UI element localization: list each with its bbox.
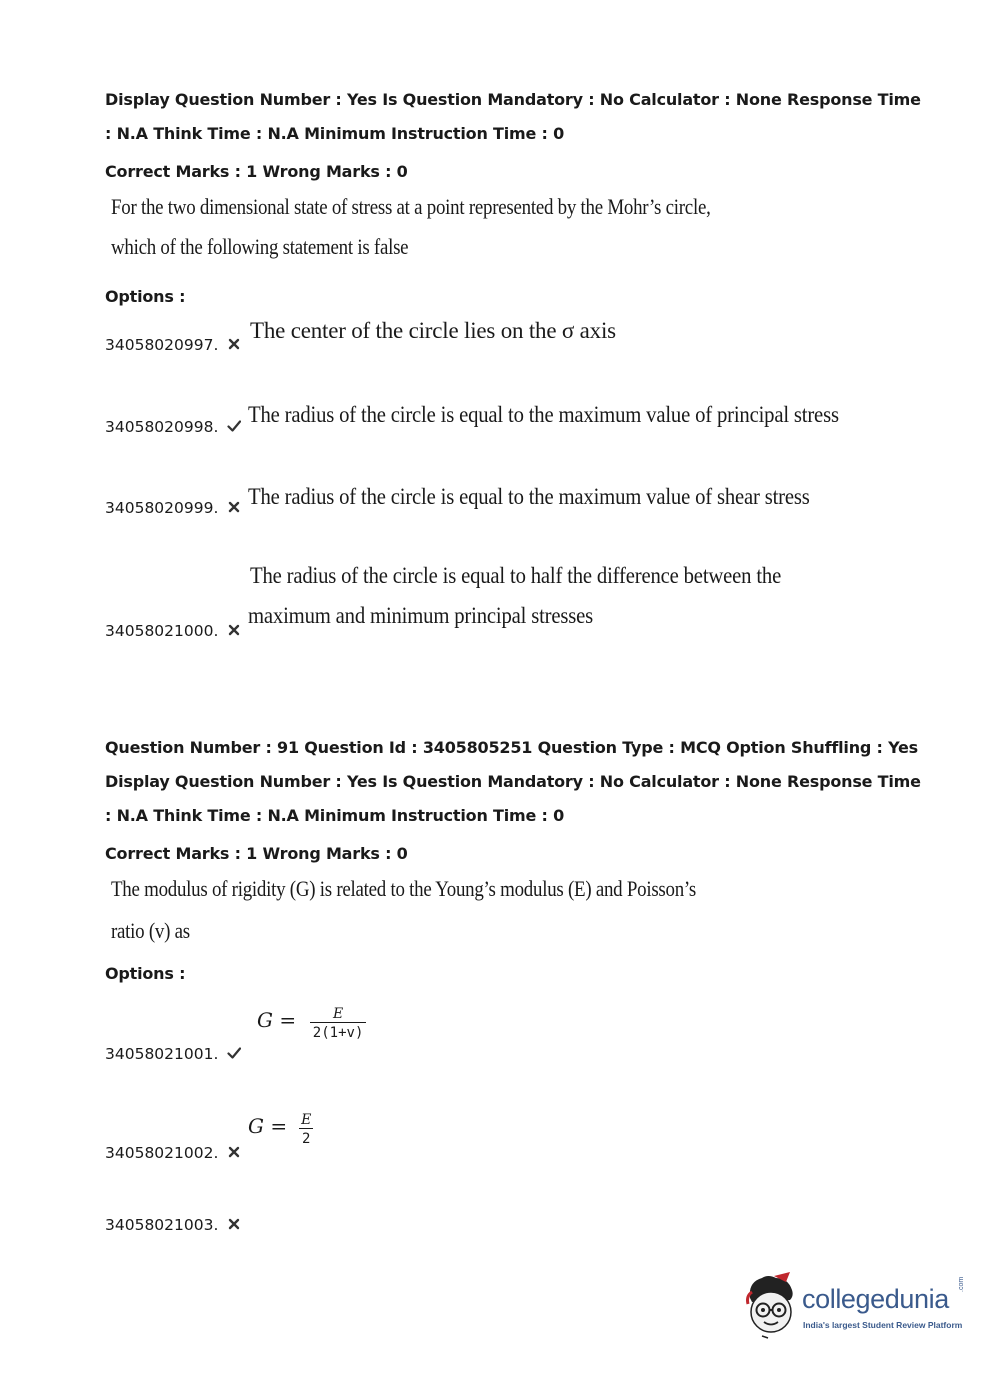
q1-question-line-2: which of the following statement is false — [111, 234, 409, 259]
cross-icon — [227, 337, 241, 351]
q1-option-2-text: The radius of the circle is equal to the maximum value of principal stress — [248, 402, 839, 427]
q2-meta-line-3: : N.A Think Time : N.A Minimum Instruction Time : 0 — [105, 806, 565, 825]
q2-option-1[interactable] — [105, 1045, 241, 1063]
q1-option-4[interactable] — [105, 622, 241, 640]
option-id: 34058021000. — [105, 622, 219, 640]
collegedunia-logo — [740, 1272, 970, 1344]
q1-meta-line-1: Display Question Number : Yes Is Question Mandatory : No Calculator : None Response Time — [105, 90, 921, 109]
check-icon — [227, 1046, 241, 1060]
check-icon — [227, 419, 241, 433]
option-id: 34058020999. — [105, 499, 219, 517]
q2-option-3[interactable] — [105, 1216, 241, 1234]
cross-icon — [227, 500, 241, 514]
q1-option-1[interactable] — [105, 336, 241, 354]
logo-com: .com — [958, 1276, 965, 1292]
cross-icon — [227, 1217, 241, 1231]
fraction-denominator: 2 — [301, 1131, 311, 1147]
fraction-denominator: 2(1+v) — [312, 1025, 364, 1041]
q1-options-label: Options : — [105, 287, 186, 306]
q1-option-4-text-line-1: The radius of the circle is equal to half the difference between the — [250, 563, 782, 588]
q1-meta-line-2: : N.A Think Time : N.A Minimum Instruction Time : 0 — [105, 124, 565, 143]
logo-tagline: India's largest Student Review Platform — [803, 1320, 963, 1330]
option-id: 34058021003. — [105, 1216, 219, 1234]
formula-lhs: G = — [257, 1008, 297, 1033]
q1-question-line-1: For the two dimensional state of stress at a point represented by the Mohr’s circle, — [111, 194, 711, 219]
q2-option-2[interactable] — [105, 1144, 241, 1162]
q1-marks: Correct Marks : 1 Wrong Marks : 0 — [105, 162, 408, 181]
q2-meta-line-1: Question Number : 91 Question Id : 3405805251 Question Type : MCQ Option Shuffling : Yes — [105, 738, 918, 757]
cross-icon — [227, 1145, 241, 1159]
mascot-logo-icon — [740, 1272, 802, 1342]
formula-fraction — [299, 1112, 313, 1147]
q2-question-line-1: The modulus of rigidity (G) is related to the Young’s modulus (E) and Poisson’s — [111, 876, 697, 901]
q2-question-line-2: ratio (v) as — [111, 918, 190, 943]
q1-option-4-text-line-2: maximum and minimum principal stresses — [248, 603, 594, 628]
q2-options-label: Options : — [105, 964, 186, 983]
fraction-numerator: E — [301, 1112, 312, 1128]
q1-option-3[interactable] — [105, 499, 241, 517]
q2-meta-line-2: Display Question Number : Yes Is Question Mandatory : No Calculator : None Response Time — [105, 772, 921, 791]
formula-lhs: G = — [248, 1114, 288, 1139]
option-id: 34058021001. — [105, 1045, 219, 1063]
logo-wordmark: collegedunia — [802, 1284, 949, 1314]
cross-icon — [227, 623, 241, 637]
formula-fraction — [310, 1006, 366, 1041]
fraction-numerator: E — [310, 1006, 366, 1023]
q1-option-3-text: The radius of the circle is equal to the maximum value of shear stress — [248, 484, 810, 509]
q2-option-1-formula — [257, 1006, 366, 1041]
q2-marks: Correct Marks : 1 Wrong Marks : 0 — [105, 844, 408, 863]
q1-option-1-text: The center of the circle lies on the σ axis — [250, 318, 616, 343]
option-id: 34058020998. — [105, 418, 219, 436]
option-id: 34058021002. — [105, 1144, 219, 1162]
option-id: 34058020997. — [105, 336, 219, 354]
q1-option-2[interactable] — [105, 418, 241, 436]
q2-option-2-formula — [248, 1112, 313, 1147]
